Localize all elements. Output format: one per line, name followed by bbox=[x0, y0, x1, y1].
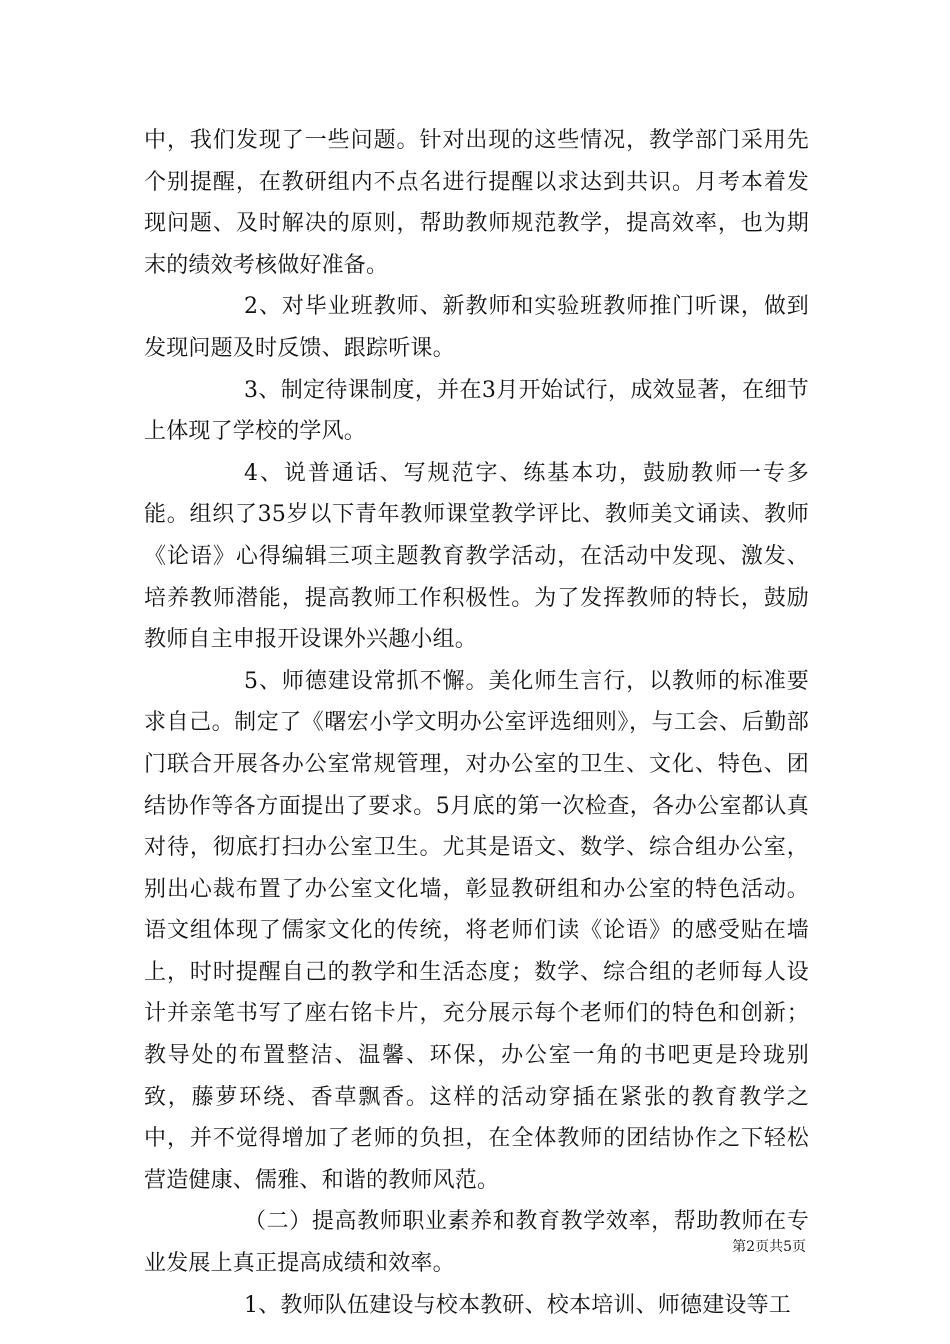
paragraph-item-3: 3、制定待课制度，并在3月开始试行，成效显著，在细节上体现了学校的学风。 bbox=[144, 377, 809, 445]
paragraph-continuation: 中，我们发现了一些问题。针对出现的这些情况，教学部门采用先个别提醒，在教研组内不点名进行提醒以求达到共识。月考本着发现问题、及时解决的原则，帮助教师规范教学，提高效率，也为期末的绩效考核做好准备。 bbox=[144, 128, 809, 278]
paragraph-item-4: 4、说普通话、写规范字、练基本功，鼓励教师一专多能。组织了35岁以下青年教师课堂教学评比、教师美文诵读、教师《论语》心得编辑三项主题教育教学活动，在活动中发现、激发、培养教师潜能，提高教师工作积极性。为了发挥教师的特长，鼓励教师自主申报开设课外兴趣小组。 bbox=[144, 460, 809, 653]
paragraph-item-5: 5、师德建设常抓不懈。美化师生言行，以教师的标准要求自己。制定了《曙宏小学文明办公室评选细则》，与工会、后勤部门联合开展各办公室常规管理，对办公室的卫生、文化、特色、团结协作等各方面提出了要求。5月底的第一次检查，各办公室都认真对待，彻底打扫办公室卫生。尤其是语文、数学、综合组办公室，别出心裁布置了办公室文化墙，彰显教研组和办公室的特色活动。语文组体现了儒家文化的传统，将老师们读《论语》的感受贴在墙上，时时提醒自己的教学和生活态度；数学、综合组的老师每人设计并亲笔书写了座右铭卡片，充分展示每个老师们的特色和创新；教导处的布置整洁、温馨、环保，办公室一角的书吧更是玲珑别致，藤萝环绕、香草飘香。这样的活动穿插在紧张的教育教学之中，并不觉得增加了老师的负担，在全体教师的团结协作之下轻松营造健康、儒雅、和谐的教师风范。 bbox=[144, 668, 809, 1193]
document-body bbox=[144, 120, 809, 1326]
paragraph-item-2: 2、对毕业班教师、新教师和实验班教师推门听课，做到发现问题及时反馈、跟踪听课。 bbox=[144, 294, 809, 361]
section-heading-2: （二）提高教师职业素养和教育教学效率，帮助教师在专业发展上真正提高成绩和效率。 bbox=[144, 1209, 809, 1277]
page-number-footer: 第2页共5页 bbox=[732, 1239, 806, 1255]
paragraph-section2-item-1: 1、教师队伍建设与校本教研、校本培训、师德建设等工 bbox=[244, 1292, 791, 1318]
